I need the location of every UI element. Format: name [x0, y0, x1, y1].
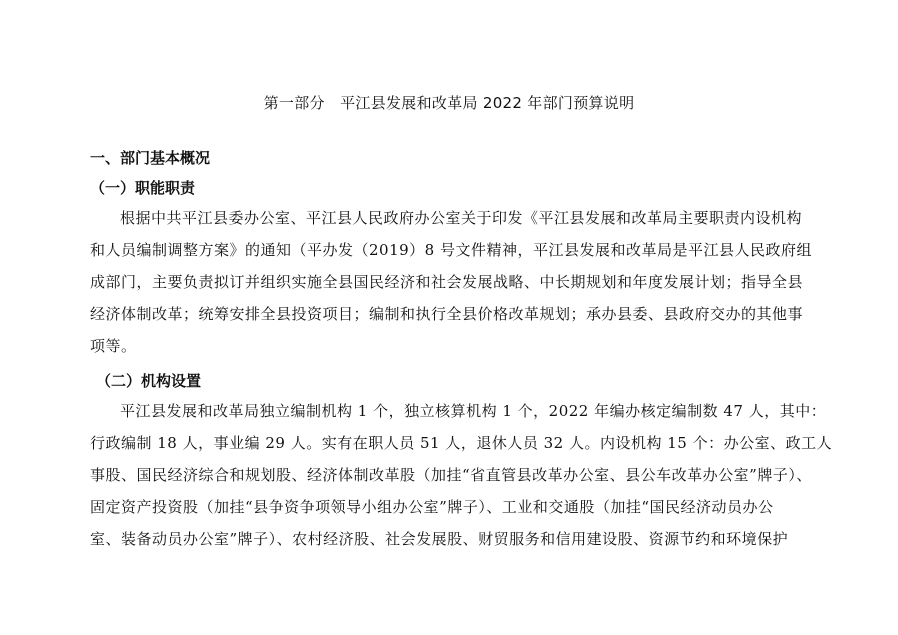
subheading-functions: （一）职能职责: [90, 179, 196, 197]
paragraph-line: 经济体制改革；统筹安排全县投资项目；编制和执行全县价格改革规划；承办县委、县政府交办的其他事: [90, 305, 804, 323]
paragraph-line: 行政编制 18 人，事业编 29 人。实有在职人员 51 人，退休人员 32 人。内设机构 15 个：办公室、政工人: [90, 434, 833, 452]
paragraph-line: 成部门，主要负责拟订并组织实施全县国民经济和社会发展战略、中长期规划和年度发展计划；指导全县: [90, 273, 804, 291]
paragraph-line: 和人员编制调整方案》的通知（平办发（2019）8 号文件精神，平江县发展和改革局是平江县人民政府组: [90, 241, 812, 259]
paragraph-line: 室、装备动员办公室”牌子）、农村经济股、社会发展股、财贸服务和信用建设股、资源节约和环境保护: [90, 530, 789, 548]
paragraph-line: 项等。: [90, 337, 137, 355]
page-title: 第一部分 平江县发展和改革局 2022 年部门预算说明: [263, 94, 635, 112]
paragraph-line: 根据中共平江县委办公室、平江县人民政府办公室关于印发《平江县发展和改革局主要职责内设机构: [120, 209, 803, 227]
paragraph-line: 固定资产投资股（加挂“县争资争项领导小组办公室”牌子）、工业和交通股（加挂“国民经济动员办公: [90, 498, 774, 516]
subheading-organization: （二）机构设置: [96, 372, 202, 390]
section-heading-basic-overview: 一、部门基本概况: [90, 149, 211, 167]
paragraph-line: 平江县发展和改革局独立编制机构 1 个，独立核算机构 1 个，2022 年编办核定编制数 47 人，其中：: [120, 402, 827, 420]
paragraph-line: 事股、国民经济综合和规划股、经济体制改革股（加挂“省直管县改革办公室、县公车改革办公室”牌子）、: [90, 466, 812, 484]
